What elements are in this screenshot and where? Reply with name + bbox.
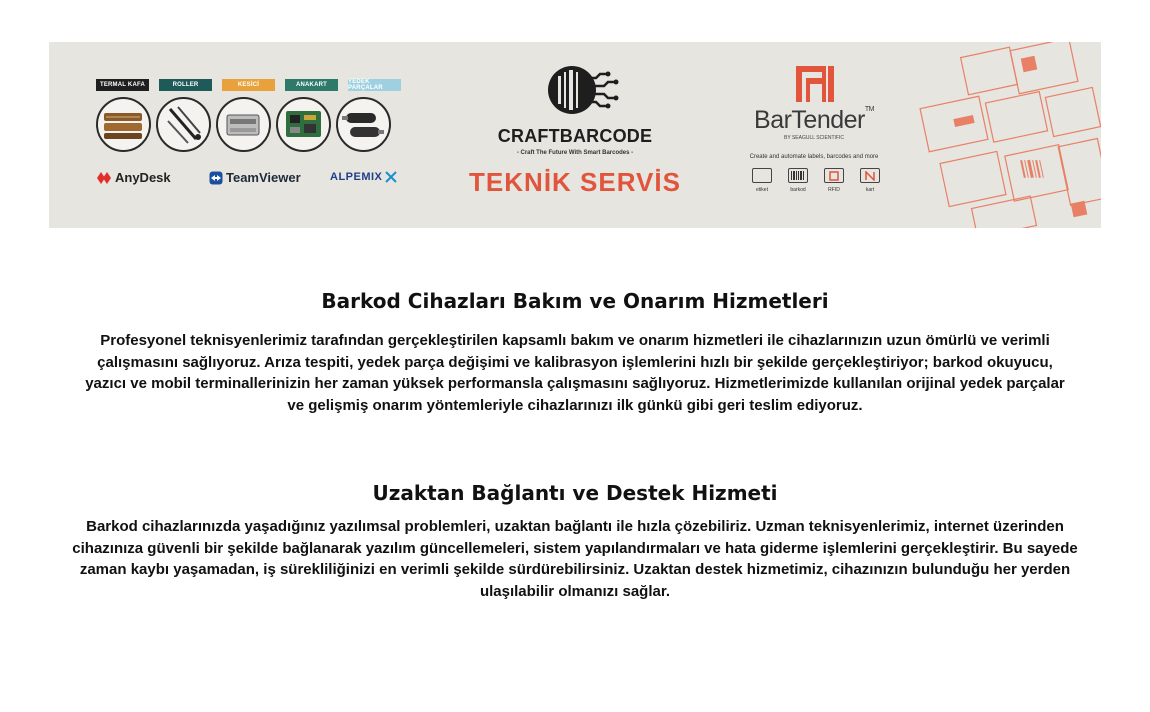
remote-support-section-body: Barkod cihazlarınızda yaşadığınız yazılımsal problemleri, uzaktan bağlantı ile hızla çözebiliriz. Uzman teknisyenlerimiz, internet üzerinden cihazınıza güvenli bir şekilde bağlanarak yazılım güncellemeleri, sistem yapılandırmaları ve hata giderme işlemlerini gerçekleştirir. Bu sayede zaman kaybı yaşamadan, iş sürekliliğinizi en verimli şekilde sürdürebilirsiniz. Uzaktan destek hizmetimiz, cihazınızın bulunduğu her yerden ulaşılabilir olmanızı sağlar. [72, 518, 1078, 600]
bartender-name: BarTender™ [754, 106, 874, 134]
barcode-icon [788, 168, 808, 183]
tag-anakart: ANAKART [285, 79, 338, 91]
tag-kesici: KESİCİ [222, 79, 275, 91]
tag-roller: ROLLER [159, 79, 212, 91]
spare-parts-icon [336, 97, 391, 152]
service-tags [96, 79, 401, 91]
alpemix-label: ALPEMIX [330, 171, 383, 183]
service-title: TEKNİK SERVİS [469, 167, 681, 197]
alpemix-logo [330, 170, 397, 184]
anydesk-label: AnyDesk [115, 170, 171, 185]
cutter-icon [216, 97, 271, 152]
alpemix-icon [385, 170, 397, 184]
feature-etiket: etiket [749, 168, 775, 193]
remote-support-section-title: Uzaktan Bağlantı ve Destek Hizmeti [372, 481, 778, 505]
feature-kart: kart [857, 168, 883, 193]
roller-icon [156, 97, 211, 152]
bartender-trademark: TM [864, 106, 874, 113]
feature-barkod: barkod [785, 168, 811, 193]
rfid-icon [824, 168, 844, 183]
thermal-head-icon [96, 97, 151, 152]
bartender-byline: BY SEAGULL SCIENTIFIC [783, 135, 845, 141]
tag-yedek-parcalar: YEDEK PARÇALAR [348, 79, 401, 91]
anydesk-logo [96, 170, 171, 185]
teknik-servis-banner [49, 42, 1101, 228]
feature-rfid: RFID [821, 168, 847, 193]
mainboard-icon [276, 97, 331, 152]
teamviewer-icon [209, 171, 223, 185]
card-icon [860, 168, 880, 183]
teamviewer-label: TeamViewer [226, 170, 301, 185]
bartender-description: Create and automate labels, barcodes and more [749, 154, 879, 160]
service-images [96, 97, 391, 152]
bartender-features [749, 168, 883, 193]
brand-tagline: - Craft The Future With Smart Barcodes - [516, 150, 634, 156]
label-illustration-icon [904, 42, 1101, 228]
maintenance-section-body: Profesyonel teknisyenlerimiz tarafından gerçekleştirilen kapsamlı bakım ve onarım hizmetleri ile cihazlarınızın uzun ömürlü ve verimli çalışmasını sağlıyoruz. Arıza tespiti, yedek parça değişimi ve kalibrasyon işlemlerini hızlı bir şekilde gerçekleştiriyor; barkod okuyucu, yazıcı ve mobil terminallerinizin her zaman yüksek performansla çalışmasını sağlıyoruz. Hizmetlerimizde kullanılan orijinal yedek parçalar ve gelişmiş onarım yöntemleriyle cihazlarınızı ilk günkü gibi geri teslim ediyoruz. [85, 332, 1065, 414]
bartender-logo-icon [796, 64, 834, 104]
tag-termal-kafa: TERMAL KAFA [96, 79, 149, 91]
anydesk-icon [96, 171, 112, 185]
craftbarcode-logo-icon [546, 64, 620, 118]
teamviewer-logo [209, 170, 301, 185]
label-icon [752, 168, 772, 183]
maintenance-section-title: Barkod Cihazları Bakım ve Onarım Hizmetleri [321, 289, 829, 313]
brand-name: CRAFTBARCODE [497, 126, 653, 146]
